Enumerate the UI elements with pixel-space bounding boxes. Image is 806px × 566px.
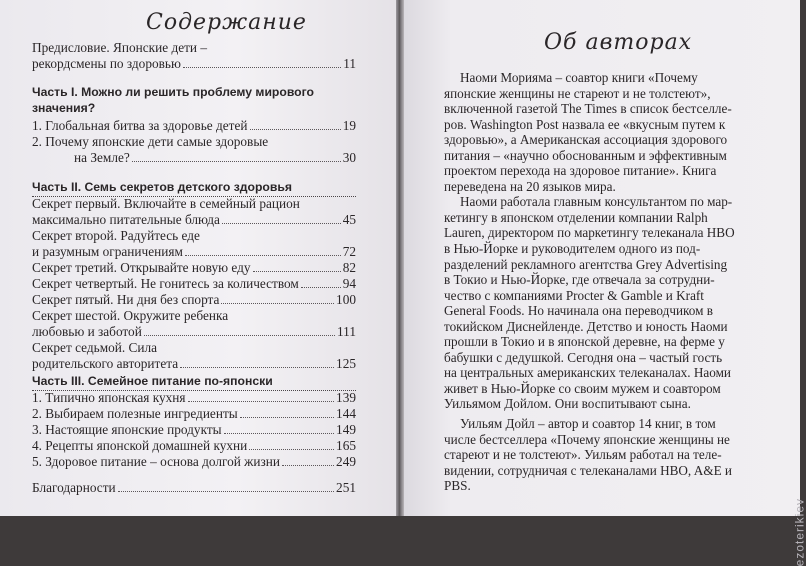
watermark: ezoterikiev [792,498,806,566]
text-line: на центральных американских телеканалах. Наоми [444,365,731,381]
text-line: Наоми Морияма – соавтор книги «Почему [460,70,698,85]
toc-page-number: 45 [342,211,356,227]
dot-leader [301,287,341,288]
part-heading-2 [32,180,356,197]
dot-leader [118,491,334,492]
about-authors-title: Об авторах [544,30,693,55]
toc-entry-title: Секрет третий. Открывайте новую еду [32,260,251,275]
toc-page-number: 100 [336,292,356,307]
toc-page-number: 165 [336,438,356,453]
dot-leader [240,417,334,418]
toc-page-number: 11 [343,55,356,71]
text-line: числе бестселлера «Почему японские женщины не [444,431,730,447]
toc-entry[interactable] [32,196,356,227]
toc-page-number: 111 [337,323,356,339]
toc-page-number: 139 [336,390,356,405]
dot-leader [132,161,341,162]
text-line: в Нью-Йорке и руководителем одного из под- [444,241,701,257]
text-line: бабушки с дедушкой. Сегодня она – частый гость [444,349,723,365]
text-line: проектом перехода на здоровое питание». Книга [444,163,717,179]
part-heading-3 [32,374,356,391]
dot-leader [185,255,341,256]
authors-paragraph-1 [444,70,772,412]
toc-entry-thanks[interactable] [32,480,356,496]
dot-leader [250,129,341,130]
toc-page-number: 82 [342,260,356,275]
part-heading-line: Часть II. Семь секретов детского здоровья [32,180,356,197]
toc-entry-title: 1. Глобальная битва за здоровье детей [32,118,248,133]
dot-leader [221,303,334,304]
dot-leader [224,433,334,434]
text-line: чество с компаниями Procter & Gamble и Kraft [444,287,704,303]
dot-leader [183,67,341,68]
toc-entry[interactable] [32,390,356,406]
text-line: живет в Нью-Йорке со своим мужем и соавтором [444,380,721,396]
toc-entry-title: на Земле? [74,149,130,165]
toc-entry-title: Благодарности [32,480,116,495]
text-line: японские женщины не стареют и не толстеют», [444,85,711,101]
toc-entry[interactable] [32,340,356,371]
toc-entry-title: 2. Выбираем полезные ингредиенты [32,406,238,421]
text-line: здоровью», а Американская ассоциация здорового [444,132,728,148]
toc-entry-line: Секрет второй. Радуйтесь еде [32,228,200,243]
toc-entry[interactable] [32,228,356,259]
toc-entry[interactable] [32,292,356,308]
text-line: в Токио и Нью-Йорке, где отвечала за сотрудни- [444,272,715,288]
text-line: General Foods. Но начинала она переводчиком в [444,303,713,319]
toc-page-number: 94 [342,276,356,291]
toc-entry[interactable] [32,406,356,422]
toc-entry-preface[interactable] [32,40,356,71]
toc-entry[interactable] [32,454,356,470]
toc-entry-title: 5. Здоровое питание – основа долгой жизни [32,454,280,469]
toc-page-number: 149 [336,422,356,437]
text-line: Уильям Дойл – автор и соавтор 14 книг, в том [460,416,716,431]
toc-entry-title: и разумным ограничениям [32,243,183,259]
toc-entry-title: Секрет четвертый. Не гонитесь за количеством [32,276,299,291]
toc-entry[interactable] [32,308,356,339]
toc-entry-title: родительского авторитета [32,355,179,371]
toc-entry-title: 4. Рецепты японской домашней кухни [32,438,248,453]
toc-page-number: 72 [342,243,356,259]
toc-entry-title: 1. Типично японская кухня [32,390,186,405]
toc-page-number: 30 [342,149,356,165]
text-line: Lauren, директором по маркетингу телеканала HBO [444,225,735,241]
toc-entry-line: Секрет шестой. Окружите ребенка [32,308,229,323]
toc-entry[interactable] [32,134,356,165]
text-line: питания – «научно обоснованным и эффективным [444,147,727,163]
contents-title: Содержание [146,10,307,35]
text-line: включенной газетой The Times в список бестселле- [444,101,732,117]
text-line: прошли в Токио и в японской деревне, на ферме у [444,334,725,350]
dot-leader [188,401,335,402]
left-page-contents [0,0,396,516]
toc-entry[interactable] [32,438,356,454]
text-line: Наоми работала главным консультантом по мар- [460,194,733,210]
toc-entry-title: максимально питательные блюда [32,211,220,227]
dot-leader [222,223,341,224]
toc-page-number: 249 [336,454,356,469]
text-line: Уильямом Дойлом. Они воспитывают сына. [444,396,691,412]
text-line: разделений рекламного агентства Grey Advertising [444,256,728,272]
part-heading-1 [32,85,356,116]
toc-entry[interactable] [32,118,356,134]
dot-leader [180,367,334,368]
dot-leader [282,465,334,466]
authors-paragraph-2 [444,416,772,494]
right-page-about-authors [404,0,806,566]
text-line: токийском Диснейленде. Детство и юность Наоми [444,318,728,334]
toc-entry[interactable] [32,422,356,438]
dot-leader [253,271,341,272]
toc-page-number: 251 [336,480,356,495]
text-line: кетингу в японском отделении компании Ralph [444,209,708,225]
dot-leader [249,449,334,450]
toc-entry-title: любовью и заботой [32,323,142,339]
part-heading-line: значения? [32,100,96,115]
toc-page-number: 19 [342,118,356,133]
toc-entry-line: Секрет седьмой. Сила [32,340,158,355]
book-gutter [396,0,404,516]
toc-entry-title: Секрет пятый. Ни дня без спорта [32,292,220,307]
text-line: ров. Washington Post назвала ее «вкусным путем к [444,116,726,132]
text-line: стареют и не толстеют». Уильям работал на теле- [444,447,722,463]
toc-entry-line: 2. Почему японские дети самые здоровые [32,134,269,149]
toc-entry-line: Секрет первый. Включайте в семейный рацион [32,196,300,211]
toc-page-number: 144 [336,406,356,421]
part-heading-line: Часть I. Можно ли решить проблему мирового [32,85,314,99]
toc-entry-title: рекордсмены по здоровью [32,55,181,71]
text-line: видении, сотрудничая с телеканалами HBO, A&E и [444,462,732,478]
text-line: переведена на 20 языков мира. [444,178,616,194]
toc-entry[interactable] [32,276,356,292]
toc-entry-title: 3. Настоящие японские продукты [32,422,222,437]
dot-leader [144,335,335,336]
part-heading-line: Часть III. Семейное питание по-японски [32,374,356,391]
toc-page-number: 125 [336,355,356,371]
toc-entry[interactable] [32,260,356,276]
text-line: PBS. [444,478,471,494]
toc-entry-line: Предисловие. Японские дети – [32,40,208,55]
